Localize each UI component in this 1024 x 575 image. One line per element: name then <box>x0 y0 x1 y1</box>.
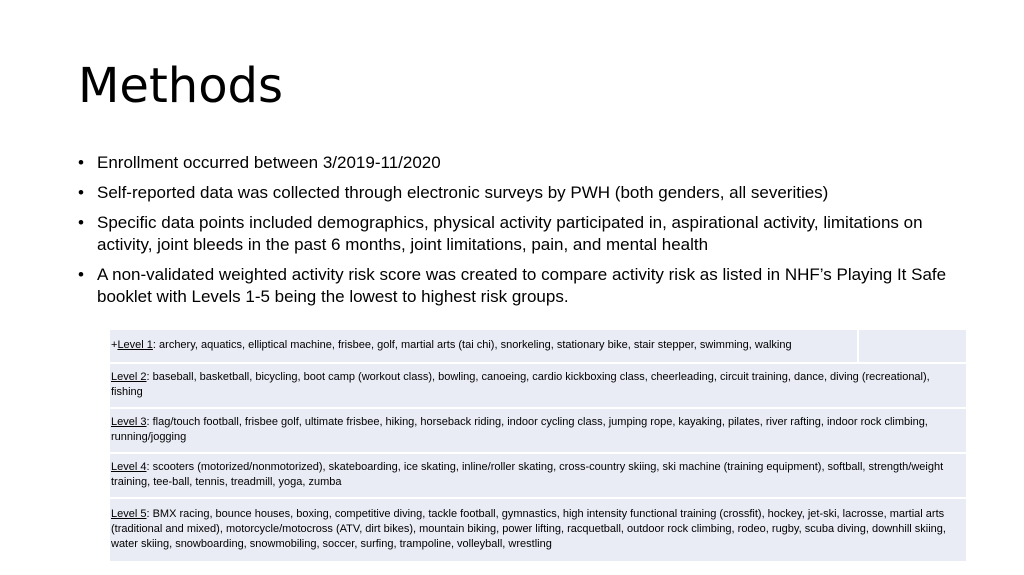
table-row <box>109 498 967 562</box>
table-row <box>109 408 967 453</box>
bullet-dot-icon: • <box>78 153 84 172</box>
bullet-item <box>78 212 958 256</box>
bullet-dot-icon: • <box>78 213 84 232</box>
table-row <box>109 453 967 498</box>
bullet-dot-icon: • <box>78 183 84 202</box>
level-cell <box>109 498 967 562</box>
table-row <box>109 329 967 363</box>
bullet-dot-icon: • <box>78 265 84 284</box>
bullet-list <box>78 152 958 316</box>
level-cell <box>109 363 967 408</box>
bullet-text: A non-validated weighted activity risk score was created to compare activity risk as listed in NHF’s Playing It Safe booklet with Levels 1-5 being the lowest to highest risk groups. <box>97 265 947 306</box>
level-cell <box>109 453 967 498</box>
level-activities: : flag/touch football, frisbee golf, ultimate frisbee, hiking, horseback riding, indoor cycling class, jumping rope, kayaking, pilates, river rafting, indoor rock climbing, running/jogging <box>111 415 928 443</box>
bullet-item <box>78 182 958 204</box>
level-label: Level 1 <box>117 338 153 351</box>
level-label: Level 3 <box>111 415 147 428</box>
level-label: Level 4 <box>111 460 147 473</box>
level-activities: : archery, aquatics, elliptical machine, frisbee, golf, martial arts (tai chi), snorkeling, stationary bike, stair stepper, swimming, walking <box>152 338 792 351</box>
level-activities: : scooters (motorized/nonmotorized), skateboarding, ice skating, inline/roller skating, cross-country skiing, ski machine (training equipment), softball, strength/weight training, tee-ball, tennis, treadmill, yoga, zumba <box>111 460 944 488</box>
level-label: Level 5 <box>111 507 147 520</box>
level-cell <box>109 329 858 363</box>
activity-level-table <box>108 328 968 563</box>
level-prefix: + <box>111 338 118 351</box>
table-row <box>109 363 967 408</box>
slide-title: Methods <box>78 58 284 114</box>
bullet-item <box>78 264 958 308</box>
level-cell <box>109 408 967 453</box>
bullet-item <box>78 152 958 174</box>
level-activities: : BMX racing, bounce houses, boxing, competitive diving, tackle football, gymnastics, high intensity functional training (crossfit), hockey, jet-ski, lacrosse, martial arts (traditional and mixed), motorcycle/motocross (ATV, dirt bikes), mountain biking, power lifting, racquetball, outdoor rock climbing, rodeo, rugby, scuba diving, downhill skiing, water skiing, snowboarding, snowmobiling, soccer, surfing, trampoline, volleyball, wrestling <box>111 507 946 550</box>
empty-cell <box>858 329 967 363</box>
level-activities: : baseball, basketball, bicycling, boot camp (workout class), bowling, canoeing, cardio kickboxing class, cheerleading, circuit training, dance, diving (recreational), fishing <box>111 370 930 398</box>
level-label: Level 2 <box>111 370 147 383</box>
bullet-text: Specific data points included demographics, physical activity participated in, aspirational activity, limitations on activity, joint bleeds in the past 6 months, joint limitations, pain, and mental health <box>97 213 923 254</box>
bullet-text: Self-reported data was collected through electronic surveys by PWH (both genders, all severities) <box>97 183 829 202</box>
bullet-text: Enrollment occurred between 3/2019-11/2020 <box>97 153 441 172</box>
